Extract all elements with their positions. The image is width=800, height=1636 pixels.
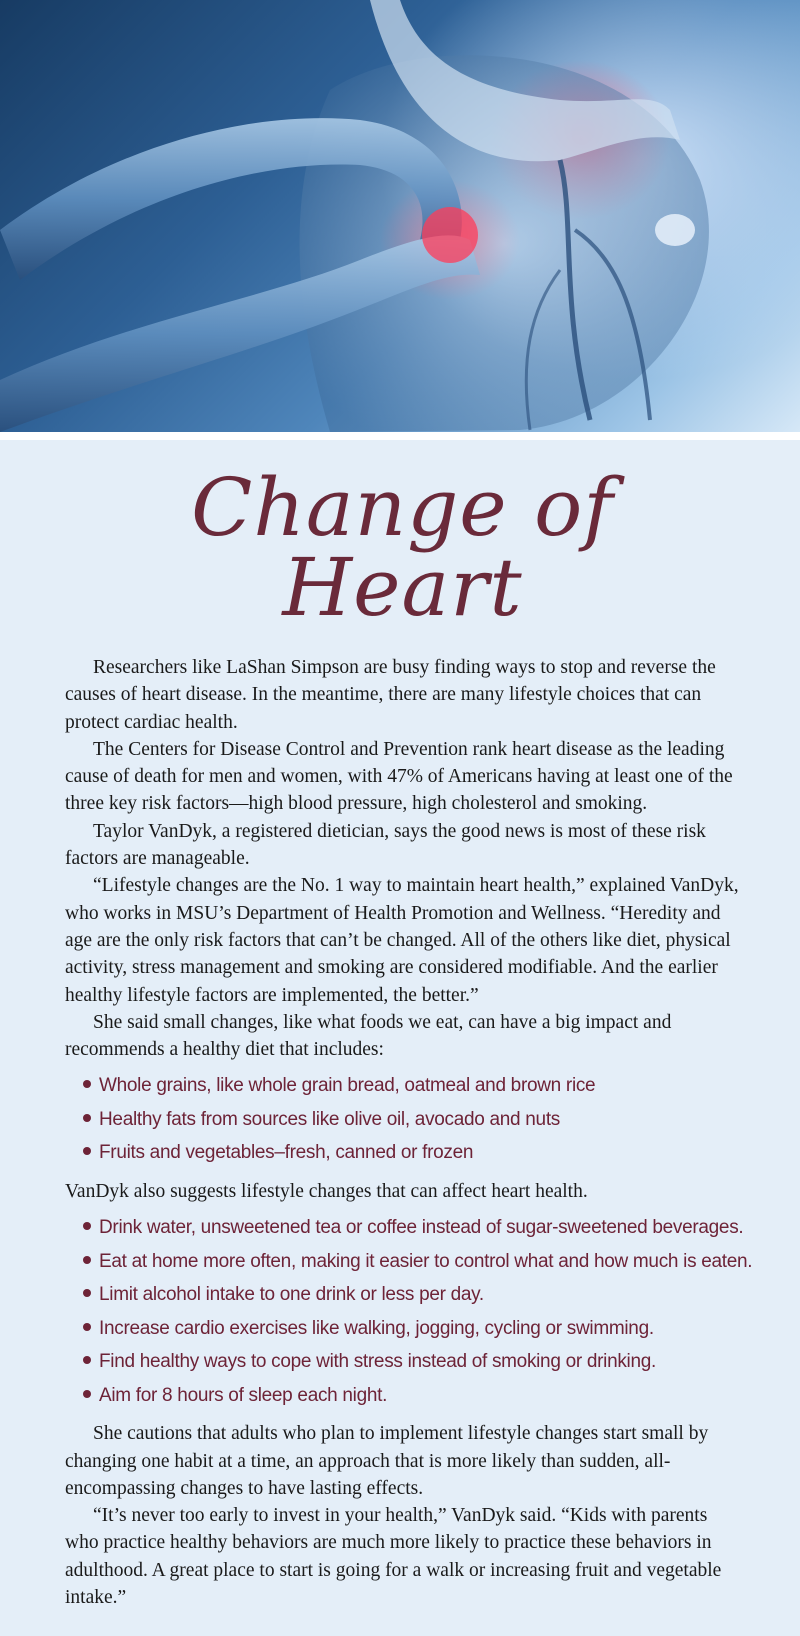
list-item [83, 1069, 740, 1103]
paragraph: “Lifestyle changes are the No. 1 way to maintain heart health,” explained VanDyk, who works in MSU’s Department of Health Promotion and Wellness. “Heredity and age are the only risk factors that can’t be changed. All of the others like diet, physical activity, stress management and smoking are considered modifiable. And the earlier healthy lifestyle factors are implemented, the better.” [65, 875, 739, 1006]
bullet-icon [83, 1256, 91, 1264]
list-item [83, 1345, 740, 1379]
list-item [83, 1312, 740, 1346]
list-item-text: Fruits and vegetables–fresh, canned or frozen [99, 1142, 474, 1164]
bullet-icon [83, 1222, 91, 1230]
paragraph: She cautions that adults who plan to implement lifestyle changes start small by changing one habit at a time, an approach that is more likely than sudden, all-encompassing changes to have lasting effects. [65, 1423, 709, 1499]
paragraph: VanDyk also suggests lifestyle changes that can affect heart health. [65, 1180, 588, 1202]
list-item-text: Drink water, unsweetened tea or coffee instead of sugar-sweetened beverages. [99, 1217, 744, 1239]
list-item [83, 1278, 740, 1312]
paragraph: Researchers like LaShan Simpson are busy finding ways to stop and reverse the causes of heart disease. In the meantime, there are many lifestyle choices that can protect cardiac health. [65, 657, 716, 733]
list-item [83, 1136, 740, 1170]
bullet-icon [83, 1147, 91, 1155]
bullet-icon [83, 1390, 91, 1398]
list-item-text: Limit alcohol intake to one drink or less per day. [99, 1284, 484, 1306]
diet-list [65, 1069, 740, 1170]
bullet-icon [83, 1114, 91, 1122]
list-item [83, 1245, 753, 1279]
list-item-text: Aim for 8 hours of sleep each night. [99, 1384, 388, 1406]
hero-divider [0, 432, 800, 440]
paragraph: The Centers for Disease Control and Prevention rank heart disease as the leading cause of death for men and women, with 47% of Americans having at least one of the three key risk factors—high blood pressure, high cholesterol and smoking. [65, 738, 733, 815]
paragraph: Taylor VanDyk, a registered dietician, says the good news is most of these risk factors are manageable. [65, 820, 706, 870]
heart-illustration [0, 0, 800, 432]
lifestyle-list [65, 1211, 753, 1412]
bullet-icon [83, 1289, 91, 1297]
list-item-text: Increase cardio exercises like walking, jogging, cycling or swimming. [99, 1317, 654, 1339]
list-item [83, 1103, 740, 1137]
bullet-icon [83, 1356, 91, 1364]
list-item-text: Find healthy ways to cope with stress instead of smoking or drinking. [99, 1351, 656, 1373]
paragraph: “It’s never too early to invest in your health,” VanDyk said. “Kids with parents who practice healthy behaviors are much more likely to practice these behaviors in adulthood. A great place to start is going for a walk or increasing fruit and vegetable intake.” [65, 1505, 722, 1609]
list-item-text: Eat at home more often, making it easier to control what and how much is eaten. [99, 1250, 753, 1272]
bullet-icon [83, 1323, 91, 1331]
hero-image [0, 0, 800, 432]
bullet-icon [83, 1080, 91, 1088]
article [0, 461, 800, 1611]
list-item [83, 1379, 740, 1413]
list-item [83, 1211, 744, 1245]
list-item-text: Healthy fats from sources like olive oil, avocado and nuts [99, 1108, 561, 1130]
paragraph: She said small changes, like what foods we eat, can have a big impact and recommends a healthy diet that includes: [65, 1011, 672, 1061]
list-item-text: Whole grains, like whole grain bread, oatmeal and brown rice [99, 1075, 596, 1097]
article-title: Change of Heart [191, 461, 614, 634]
